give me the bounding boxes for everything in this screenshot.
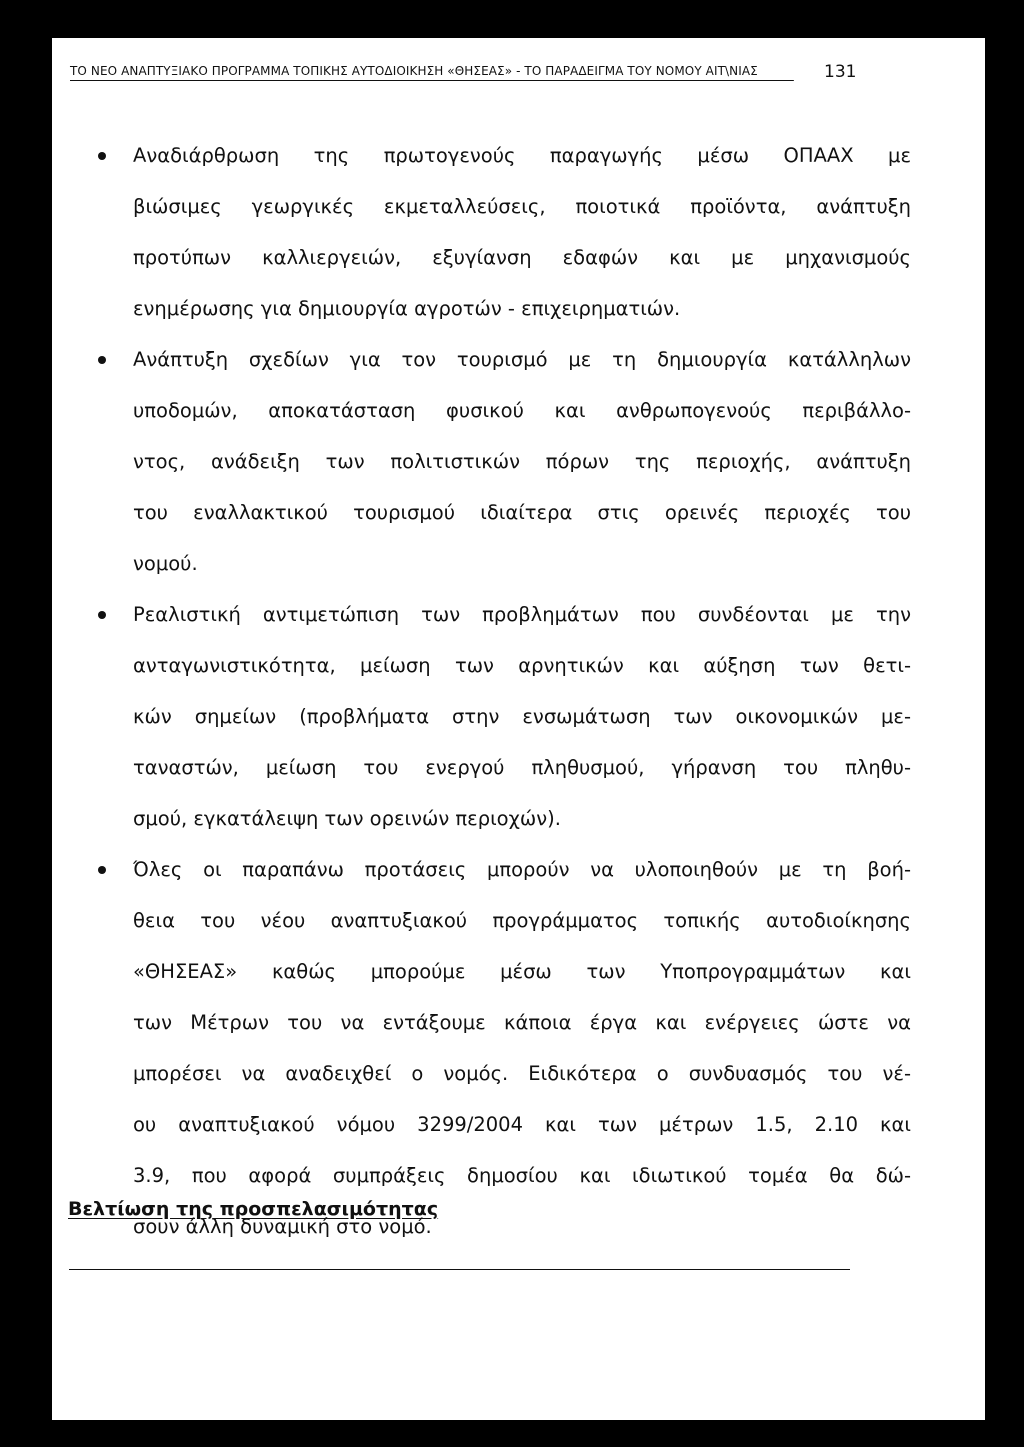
bullet-item <box>52 589 985 844</box>
section-heading: Βελτίωση της προσπελασιμότητας <box>68 1198 439 1220</box>
text-line: ντος, ανάδειξη των πολιτιστικών πόρων της περιοχής, ανάπτυξη <box>133 450 911 473</box>
bullet-list <box>52 130 985 1252</box>
page-number: 131 <box>824 62 857 82</box>
bullet-icon <box>98 611 106 619</box>
footer-divider <box>69 1269 850 1270</box>
text-line: ταναστών, μείωση του ενεργού πληθυσμού, γήρανση του πληθυ- <box>133 756 911 779</box>
text-line: μπορέσει να αναδειχθεί ο νομός. Ειδικότερα ο συνδυασμός του νέ- <box>133 1062 911 1085</box>
text-line: Ρεαλιστική αντιμετώπιση των προβλημάτων που συνδέονται με την <box>133 603 911 626</box>
text-line: Αναδιάρθρωση της πρωτογενούς παραγωγής μέσω ΟΠΑΑΧ με <box>133 144 911 167</box>
text-line: θεια του νέου αναπτυξιακού προγράμματος τοπικής αυτοδιοίκησης <box>133 909 911 932</box>
text-line: Ανάπτυξη σχεδίων για τον τουρισμό με τη δημιουργία κατάλληλων <box>133 348 911 371</box>
bullet-item <box>52 334 985 589</box>
text-line: προτύπων καλλιεργειών, εξυγίανση εδαφών και με μηχανισμούς <box>133 246 911 269</box>
bullet-icon <box>98 356 106 364</box>
text-line: Όλες οι παραπάνω προτάσεις μπορούν να υλοποιηθούν με τη βοή- <box>133 858 911 881</box>
text-line: υποδομών, αποκατάσταση φυσικού και ανθρωπογενούς περιβάλλο- <box>133 399 911 422</box>
bullet-item <box>52 130 985 334</box>
text-line: σουν άλλη δυναμική στο νομό. <box>133 1215 432 1238</box>
document-page <box>52 38 985 1420</box>
text-line: των Μέτρων του να εντάξουμε κάποια έργα και ενέργειες ώστε να <box>133 1011 911 1034</box>
bullet-icon <box>98 152 106 160</box>
running-head: ΤΟ ΝΕΟ ΑΝΑΠΤΥΞΙΑΚΟ ΠΡΟΓΡΑΜΜΑ ΤΟΠΙΚΗΣ ΑΥΤΟΔΙΟΙΚΗΣΗ «ΘΗΣΕΑΣ» - ΤΟ ΠΑΡΑΔΕΙΓΜΑ ΤΟΥ ΝΟΜΟΥ ΑΙΤ\ΝΙΑΣ <box>70 64 794 81</box>
text-line: ου αναπτυξιακού νόμου 3299/2004 και των μέτρων 1.5, 2.10 και <box>133 1113 911 1136</box>
text-line: «ΘΗΣΕΑΣ» καθώς μπορούμε μέσω των Υποπρογραμμάτων και <box>133 960 911 983</box>
text-line: ανταγωνιστικότητα, μείωση των αρνητικών και αύξηση των θετι- <box>133 654 911 677</box>
bullet-icon <box>98 866 106 874</box>
text-line: του εναλλακτικού τουρισμού ιδιαίτερα στις ορεινές περιοχές του <box>133 501 911 524</box>
text-line: βιώσιμες γεωργικές εκμεταλλεύσεις, ποιοτικά προϊόντα, ανάπτυξη <box>133 195 911 218</box>
text-line: σμού, εγκατάλειψη των ορεινών περιοχών). <box>133 807 561 830</box>
text-line: νομού. <box>133 552 198 575</box>
text-line: 3.9, που αφορά συμπράξεις δημοσίου και ιδιωτικού τομέα θα δώ- <box>133 1164 911 1187</box>
text-line: κών σημείων (προβλήματα στην ενσωμάτωση των οικονομικών με- <box>133 705 911 728</box>
text-line: ενημέρωσης για δημιουργία αγροτών - επιχειρηματιών. <box>133 297 681 320</box>
bullet-item <box>52 844 985 1252</box>
